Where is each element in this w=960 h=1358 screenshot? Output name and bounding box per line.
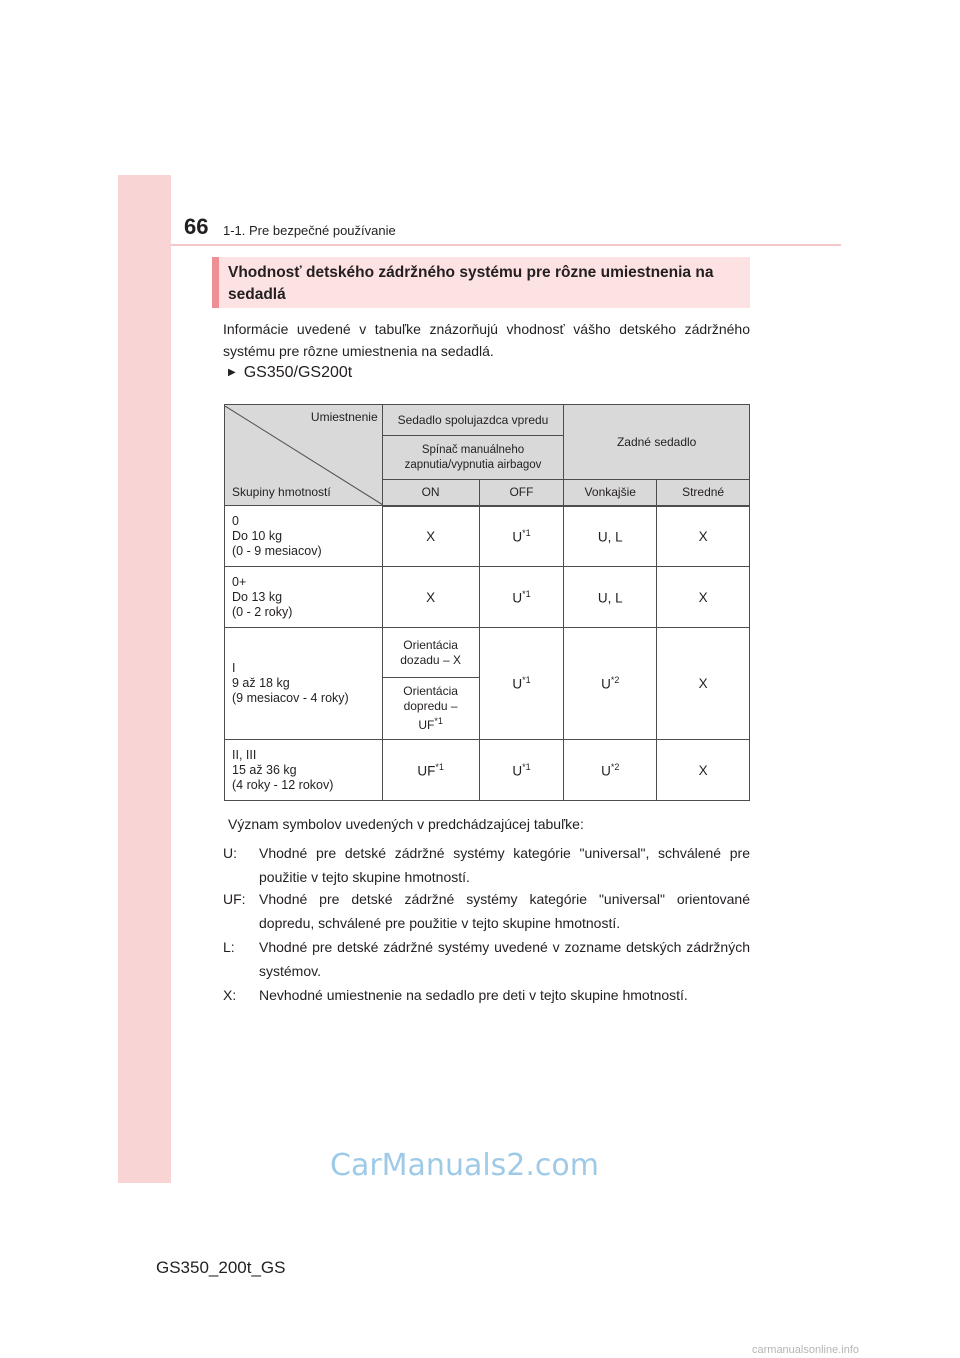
cell-on-rear-facing: Orientácia dozadu – X — [382, 628, 479, 678]
cell-middle: X — [657, 740, 750, 801]
legend-text: Vhodné pre detské zádržné systémy uvedené v zozname detských zádržných systémov. — [259, 939, 750, 979]
legend-key: L: — [223, 939, 235, 955]
cell-outer: $U^{*2}$ — [564, 628, 657, 740]
variant-label: GS350/GS200t — [243, 364, 353, 381]
legend-text: Vhodné pre detské zádržné systémy kategórie "universal" orientované dopredu, schválené pre použitie v tejto skupine hmotností. — [259, 891, 750, 931]
cell-outer: $U^{*2}$ — [564, 740, 657, 801]
legend-key: U: — [223, 845, 237, 861]
row-group-cell: I 9 až 18 kg (9 mesiacov - 4 roky) — [225, 628, 383, 740]
legend-key: UF: — [223, 891, 246, 907]
table-row — [225, 506, 750, 567]
legend-item — [223, 887, 750, 935]
table-row — [225, 628, 750, 678]
cell-off: $U^{*1}$ — [479, 628, 564, 740]
front-seat-header: Sedadlo spolujazdca vpredu — [382, 405, 564, 436]
legend-title: Význam symbolov uvedených v predchádzajúcej tabuľke: — [228, 816, 584, 832]
watermark: CarManuals2.com — [330, 1148, 600, 1183]
cell-on: X — [382, 506, 479, 567]
suitability-table — [224, 404, 750, 801]
col-header-middle: Stredné — [657, 480, 750, 506]
legend-text: Vhodné pre detské zádržné systémy kategórie "universal", schválené pre použitie v tejto skupine hmotností. — [259, 845, 750, 885]
watermark-secondary: carmanualsonline.info — [752, 1344, 860, 1356]
row-group-cell: 0 Do 10 kg (0 - 9 mesiacov) — [225, 506, 383, 567]
triangle-bullet-icon: ▶ — [228, 367, 236, 378]
legend-text: Nevhodné umiestnenie na sedadlo pre deti v tejto skupine hmotností. — [259, 987, 688, 1003]
heading-text: Vhodnosť detského zádržného systému pre rôzne umiestnenia na sedadlá — [228, 264, 714, 303]
page-number: 66 — [184, 214, 209, 239]
footer-model-code: GS350_200t_GS — [156, 1258, 286, 1277]
legend-item — [223, 935, 750, 983]
col-header-outer: Vonkajšie — [564, 480, 657, 506]
col-header-off: OFF — [479, 480, 564, 506]
legend-item — [223, 983, 750, 1007]
header-rule — [171, 244, 841, 246]
table-row — [225, 567, 750, 628]
legend-item — [223, 841, 750, 889]
cell-off: $U^{*1}$ — [479, 506, 564, 567]
corner-label-placement: Umiestnenie — [310, 409, 378, 424]
section-title: 1-1. Pre bezpečné používanie — [223, 223, 396, 238]
model-variant — [228, 364, 352, 382]
cell-off: $U^{*1}$ — [479, 740, 564, 801]
cell-off: $U^{*1}$ — [479, 567, 564, 628]
row-group-cell: 0+ Do 13 kg (0 - 2 roky) — [225, 567, 383, 628]
cell-on-forward-facing: Orientácia dopredu – UF$^{*1}$ — [382, 678, 479, 740]
airbag-switch-header: Spínač manuálneho zapnutia/vypnutia airbagov — [382, 436, 564, 480]
sidebar-tab — [118, 175, 171, 1183]
row-group-cell: II, III 15 až 36 kg (4 roky - 12 rokov) — [225, 740, 383, 801]
corner-label-weight-groups: Skupiny hmotností — [232, 484, 331, 499]
rear-seat-header: Zadné sedadlo — [564, 405, 750, 480]
table-row — [225, 740, 750, 801]
cell-middle: X — [657, 628, 750, 740]
heading-accent-bar — [212, 257, 219, 308]
legend-key: X: — [223, 987, 237, 1003]
cell-outer: U, L — [564, 567, 657, 628]
col-header-on: ON — [382, 480, 479, 506]
cell-middle: X — [657, 567, 750, 628]
cell-on: UF$^{*1}$ — [382, 740, 479, 801]
cell-on: X — [382, 567, 479, 628]
intro-paragraph: Informácie uvedené v tabuľke znázorňujú vhodnosť vášho detského zádržného systému pre rôzne umiestnenia na sedadlá. — [223, 321, 750, 359]
corner-cell — [225, 405, 383, 506]
cell-middle: X — [657, 506, 750, 567]
cell-outer: U, L — [564, 506, 657, 567]
section-heading — [212, 257, 750, 308]
